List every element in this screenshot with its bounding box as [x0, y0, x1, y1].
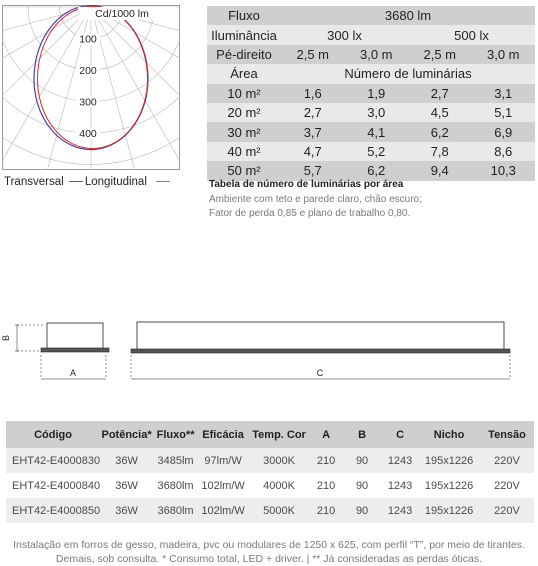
count-cell: 5,1 [472, 103, 536, 122]
count-cell: 4,1 [345, 122, 409, 141]
count-cell: 5,2 [345, 142, 409, 161]
flux-cell: 3680lm [153, 498, 198, 523]
col-header-b: B [342, 421, 382, 448]
ceiling-label: Pé-direito [207, 45, 281, 64]
count-cell: 9,4 [408, 161, 472, 180]
side-view [15, 323, 109, 379]
count-cell: 1,6 [281, 84, 345, 103]
table-row [6, 498, 534, 523]
b-cell: 90 [342, 448, 382, 473]
count-label: Número de luminárias [281, 64, 535, 83]
legend-longitudinal-line [156, 181, 170, 182]
a-cell: 210 [310, 448, 342, 473]
voltage-cell: 220V [480, 498, 534, 523]
table-row [207, 122, 535, 141]
c-cell: 1243 [382, 473, 418, 498]
b-cell: 90 [342, 498, 382, 523]
illuminance-300: 300 lx [281, 25, 408, 44]
table-row [207, 84, 535, 103]
voltage-cell: 220V [480, 473, 534, 498]
power-cell: 36W [100, 448, 153, 473]
caption-title: Tabela de número de luminárias por área [209, 179, 404, 190]
efficacy-cell: 102lm/W [198, 473, 248, 498]
flux-label: Fluxo [207, 6, 281, 25]
table-header-row [6, 421, 534, 448]
ring-label: 400 [79, 128, 97, 140]
count-cell: 6,9 [472, 122, 536, 141]
ceiling-value: 3,0 m [345, 45, 409, 64]
color-temp-cell: 4000K [248, 473, 310, 498]
ring-label: 100 [79, 33, 97, 46]
count-cell: 4,5 [408, 103, 472, 122]
ceiling-value: 2,5 m [408, 45, 472, 64]
col-header-niche: Nicho [418, 421, 480, 448]
code-cell: EHT42-E4000840 [6, 473, 100, 498]
niche-cell: 195x1226 [418, 448, 480, 473]
caption-line: Ambiente com teto e parede claro, chão escuro; [209, 193, 422, 205]
area-cell: 30 m² [207, 122, 281, 141]
count-cell: 10,3 [472, 161, 536, 180]
count-cell: 2,7 [281, 103, 345, 122]
b-cell: 90 [342, 473, 382, 498]
count-cell: 3,7 [281, 122, 345, 141]
area-cell: 20 m² [207, 103, 281, 122]
col-header-power: Potência* [100, 421, 153, 448]
dimension-b-label: B [1, 334, 11, 342]
c-cell: 1243 [382, 498, 418, 523]
count-cell: 4,7 [281, 142, 345, 161]
table-row [207, 103, 535, 122]
area-cell: 10 m² [207, 84, 281, 103]
power-cell: 36W [100, 498, 153, 523]
ring-label: 300 [79, 96, 97, 109]
count-cell: 3,1 [472, 84, 536, 103]
ring-label: 200 [79, 65, 97, 77]
count-cell: 8,6 [472, 142, 536, 161]
col-header-code: Código [6, 421, 100, 448]
niche-cell: 195x1226 [418, 498, 480, 523]
color-temp-cell: 5000K [248, 498, 310, 523]
count-cell: 1,9 [345, 84, 409, 103]
illuminance-500: 500 lx [408, 25, 535, 44]
col-header-voltage: Tensão [480, 421, 534, 448]
col-header-flux: Fluxo** [153, 421, 198, 448]
footer-line: Instalação em forros de gesso, madeira, pvc ou modulares de 1250 x 625, com perfil “T”, por meio de tirantes. [13, 539, 525, 551]
luminaire-table-caption [209, 178, 422, 222]
dimension-c-label: C [316, 368, 324, 378]
c-cell: 1243 [382, 448, 418, 473]
col-header-color-temp: Temp. Cor [248, 421, 310, 448]
niche-cell: 195x1226 [418, 473, 480, 498]
table-row [207, 142, 535, 161]
flux-cell: 3680lm [153, 473, 198, 498]
col-header-c: C [382, 421, 418, 448]
legend-longitudinal-label: Longitudinal [84, 176, 147, 188]
count-cell: 3,0 [345, 103, 409, 122]
polar-unit-label: Cd/1000 lm [95, 8, 149, 20]
color-temp-cell: 3000K [248, 448, 310, 473]
polar-legend [4, 176, 172, 188]
dimension-drawing [0, 315, 538, 390]
table-row [6, 448, 534, 473]
table-row [6, 473, 534, 498]
ceiling-value: 2,5 m [281, 45, 345, 64]
legend-transversal-label: Transversal [4, 176, 64, 188]
dimension-a-label: A [69, 368, 77, 378]
footer-notes [0, 538, 538, 566]
area-cell: 40 m² [207, 142, 281, 161]
a-cell: 210 [310, 498, 342, 523]
luminaire-count-table [207, 6, 535, 181]
a-cell: 210 [310, 473, 342, 498]
count-cell: 6,2 [408, 122, 472, 141]
count-cell: 7,8 [408, 142, 472, 161]
product-spec-table [6, 421, 534, 523]
caption-line: Fator de perda 0,85 e plano de trabalho 0,80. [209, 208, 411, 219]
count-cell: 5,7 [281, 161, 345, 180]
area-cell: 50 m² [207, 161, 281, 180]
efficacy-cell: 102lm/W [198, 498, 248, 523]
efficacy-cell: 97lm/W [198, 448, 248, 473]
power-cell: 36W [100, 473, 153, 498]
flux-value: 3680 lm [281, 6, 535, 25]
voltage-cell: 220V [480, 448, 534, 473]
flux-cell: 3485lm [153, 448, 198, 473]
illuminance-label: Iluminância [207, 25, 281, 44]
ceiling-value: 3,0 m [472, 45, 536, 64]
col-header-a: A [310, 421, 342, 448]
code-cell: EHT42-E4000850 [6, 498, 100, 523]
polar-diagram [2, 5, 180, 170]
count-cell: 6,2 [345, 161, 409, 180]
footer-line: Demais, sob consulta. * Consumo total, LED + driver. | ** Já consideradas as perdas óticas. [55, 553, 483, 565]
legend-transversal-line [69, 181, 83, 182]
col-header-efficacy: Eficácia [198, 421, 248, 448]
code-cell: EHT42-E4000830 [6, 448, 100, 473]
count-cell: 2,7 [408, 84, 472, 103]
area-label: Área [207, 64, 281, 83]
